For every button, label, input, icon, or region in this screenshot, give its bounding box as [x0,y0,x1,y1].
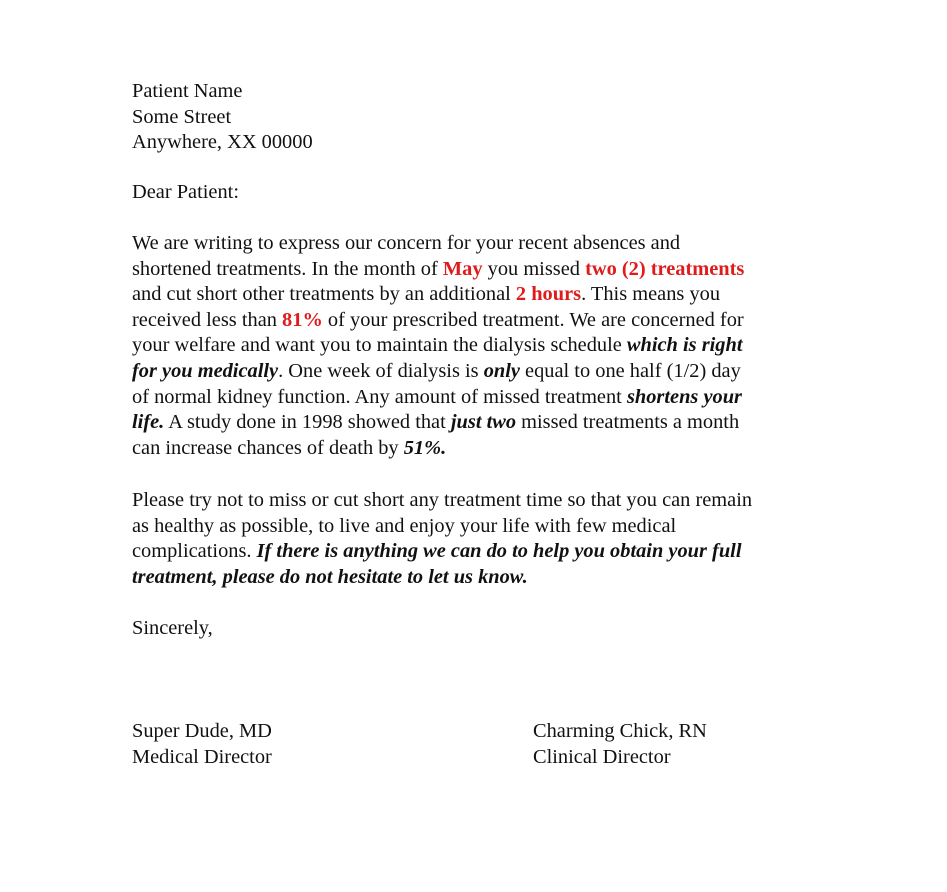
closing-text: Sincerely, [132,617,213,639]
signatory-title: Clinical Director [533,745,671,768]
text-run: We are writing to express our concern for your recent absences and [132,232,681,254]
paragraph-line [132,488,752,514]
text-run: as healthy as possible, to live and enjoy your life with few medical [132,514,677,537]
text-run: complications. [132,540,257,563]
emphasis-text: just two [450,411,517,434]
text-run: shortened treatments. In the month of [132,257,443,280]
paragraph-line [132,514,752,540]
text-run: of normal kidney function. Any amount of missed treatment [132,385,627,408]
paragraph-line [132,359,744,385]
paragraph-line [132,436,744,462]
salutation-text: Dear Patient: [132,181,240,203]
text-run: Please try not to miss or cut short any treatment time so that you can remain [132,489,753,511]
text-run: equal to one half (1/2) day [519,359,741,382]
text-run: and cut short other treatments by an additional [132,283,516,306]
emphasis-text: shortens your [626,385,742,408]
paragraph-line [132,565,752,591]
paragraph-concern [132,231,744,461]
text-run: missed treatments a month [516,411,740,434]
paragraph-line [132,231,744,257]
text-run: . This means you [581,283,721,306]
highlight-percent: 81% [282,308,323,331]
paragraph-line [132,308,744,334]
text-run: you missed [482,257,586,280]
signature-clinical-director [533,719,707,770]
signatory-name: Super Dude, MD [132,720,272,742]
text-run: . One week of dialysis is [278,359,484,382]
highlight-missed-treatments: two (2) treatments [585,257,745,280]
recipient-street: Some Street [132,105,232,128]
signature-medical-director [132,719,272,770]
emphasis-text: If there is anything we can do to help you obtain your full [256,540,742,563]
paragraph-line [132,385,744,411]
text-run: received less than [132,308,283,331]
signatory-title: Medical Director [132,745,272,768]
emphasis-text: for you medically [132,359,279,382]
highlight-month: May [442,257,483,280]
highlight-hours: 2 hours [515,283,582,306]
paragraph-request [132,488,752,590]
emphasis-text: treatment, please do not hesitate to let us know. [132,565,528,588]
recipient-name: Patient Name [132,80,243,102]
paragraph-line [132,282,744,308]
recipient-city: Anywhere, XX 00000 [132,131,313,154]
text-run: A study done in 1998 showed that [164,411,451,434]
salutation [132,180,239,206]
emphasis-text: only [483,359,520,382]
text-run: can increase chances of death by [132,436,404,459]
paragraph-line [132,539,752,565]
emphasis-text: which is right [626,334,743,357]
signatory-name: Charming Chick, RN [533,720,707,742]
text-run: of your prescribed treatment. We are concerned for [322,308,744,331]
paragraph-line [132,333,744,359]
paragraph-line [132,257,744,283]
text-run: your welfare and want you to maintain the dialysis schedule [132,334,627,357]
closing [132,616,213,642]
emphasis-text: 51%. [403,436,447,459]
emphasis-text: life. [132,411,165,434]
paragraph-line [132,410,744,436]
recipient-address [132,79,313,156]
